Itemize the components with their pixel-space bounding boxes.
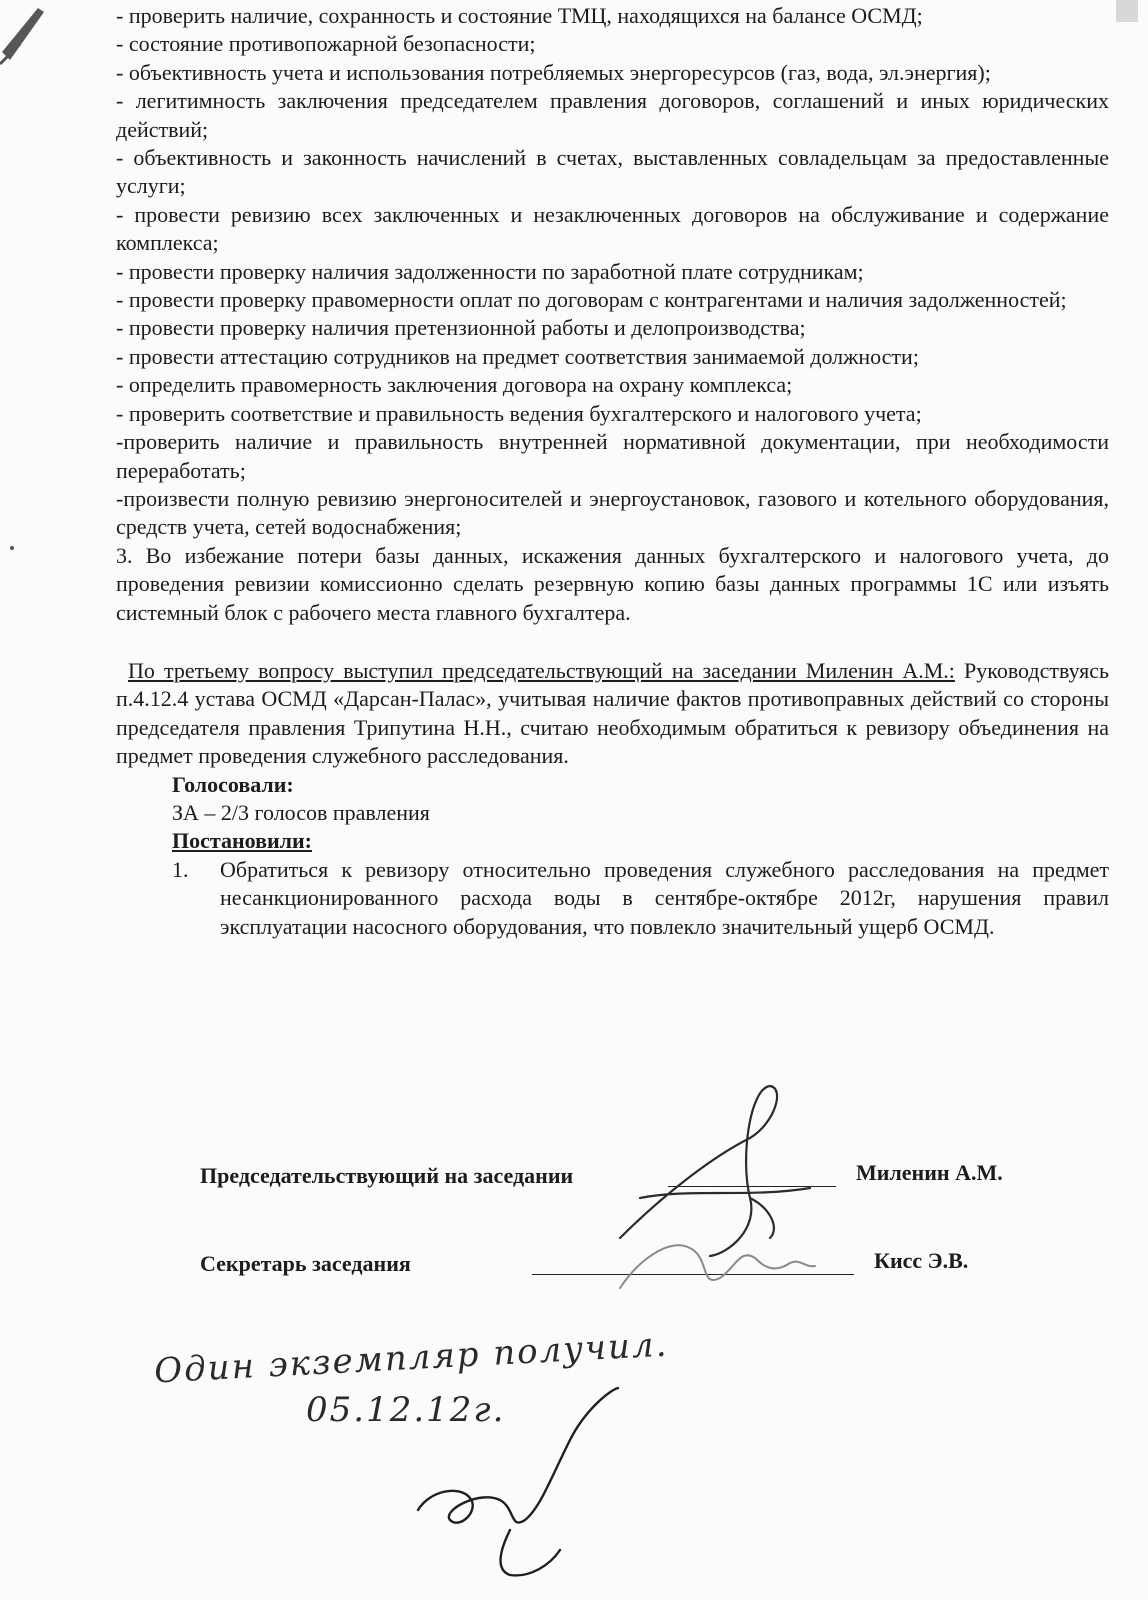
audit-item: - объективность учета и использования потребляемых энергоресурсов (газ, вода, эл.энергия); [116, 59, 991, 85]
backup-instruction: 3. Во избежание потери базы данных, искажения данных бухгалтерского и налогового учета, до проведения ревизии комиссионно сделать резервную копию базы данных программы 1С или изъять системный блок с рабочего места главного бухгалтера. [116, 542, 1109, 625]
resolution-text: Обратиться к ревизору относительно проведения служебного расследования на предмет несанкционированного расхода воды в сентябре-октябре 2012г, нарушения правил эксплуатации насосного оборудования, что повлекло значительный ущерб ОСМД. [220, 856, 1109, 939]
secretary-signature [600, 1218, 820, 1308]
scan-dot [10, 546, 14, 550]
audit-item: - определить правомерность заключения договора на охрану комплекса; [116, 372, 793, 398]
audit-item: - провести проверку наличия претензионной работы и делопроизводства; [116, 315, 806, 341]
scan-corner-mark [0, 0, 60, 70]
third-question-body: Руководствуясь п.4.12.4 устава ОСМД «Дарсан-Палас», учитывая наличие фактов противоправных действий со стороны председателя правления Трипутина Н.Н., считаю необходимым обратиться к ревизору объединения на предмет проведения служебного расследования. [116, 657, 1110, 769]
handwritten-note-line1: Один экземпляр получил. [153, 1324, 670, 1392]
secretary-title: Секретарь заседания [200, 1251, 411, 1276]
audit-item: - провести аттестацию сотрудников на предмет соответствия занимаемой должности; [116, 343, 919, 369]
votes-result: ЗА – 2/3 голосов правления [172, 799, 430, 825]
resolved-label: Постановили: [172, 828, 312, 854]
audit-item: -произвести полную ревизию энергоносителей и энергоустановок, газового и котельного оборудования, средств учета, сетей водоснабжения; [116, 485, 1109, 540]
document-body [116, 2, 1109, 941]
audit-item: -проверить наличие и правильность внутренней нормативной документации, при необходимости переработать; [116, 429, 1109, 483]
voted-label: Голосовали: [172, 771, 294, 797]
audit-item: - проверить соответствие и правильность ведения бухгалтерского и налогового учета; [116, 400, 922, 426]
chair-title: Председательствующий на заседании [200, 1163, 574, 1188]
third-question-heading: По третьему вопросу выступил председательствующий на заседании Миленин А.М.: [128, 657, 955, 683]
scan-edge-mark [1116, 0, 1138, 22]
secretary-name: Кисс Э.В. [874, 1248, 969, 1273]
third-question-paragraph [116, 657, 1109, 771]
resolution-number: 1. [172, 856, 189, 882]
audit-item: - провести проверку наличия задолженности по заработной плате сотрудникам; [116, 258, 864, 284]
audit-item: - провести ревизию всех заключенных и незаключенных договоров на обслуживание и содержание комплекса; [116, 201, 1109, 256]
receipt-signature [400, 1380, 620, 1580]
resolution-list [116, 856, 1109, 941]
handwritten-note-line2: 05.12.12г. [306, 1390, 506, 1430]
audit-item: - провести проверку правомерности оплат по договорам с контрагентами и наличия задолженностей; [116, 287, 1067, 313]
chair-name: Миленин А.М. [856, 1160, 1003, 1185]
audit-item: - состояние противопожарной безопасности; [116, 31, 536, 57]
audit-item: - проверить наличие, сохранность и состояние ТМЦ, находящихся на балансе ОСМД; [116, 3, 923, 28]
audit-item: - легитимность заключения председателем правления договоров, соглашений и иных юридических действий; [116, 88, 1109, 142]
resolution-item [116, 856, 1109, 941]
audit-item: - объективность и законность начислений в счетах, выставленных совладельцам за предоставленные услуги; [116, 145, 1109, 199]
